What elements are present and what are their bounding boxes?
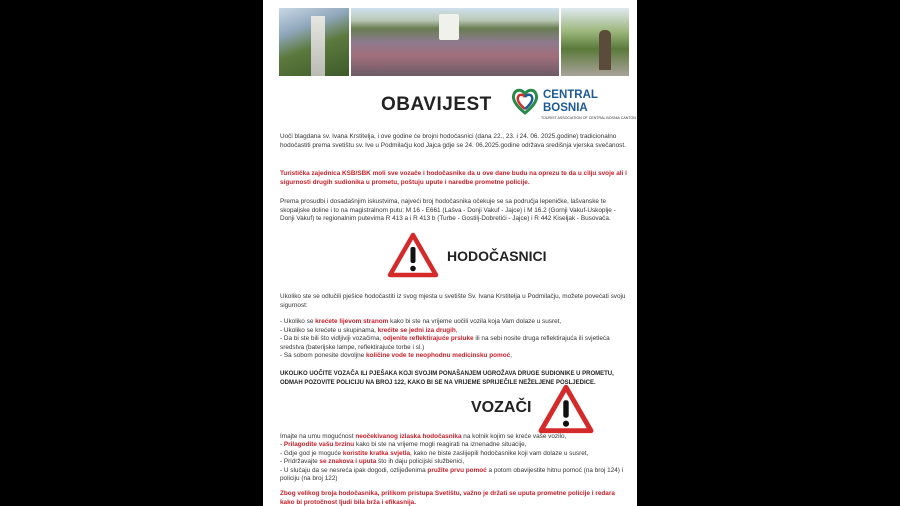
photo-walkers: [561, 8, 629, 76]
pilgrims-safety-list: [280, 318, 630, 361]
list-item: - Da bi ste bili što vidljiviji vozačima, odjenite reflektirajuće prsluke ili na sebi nosite druga reflektirajuća ili svjetleća sredstva (baterijske lampe, reflektirajuće torbe i sl.): [280, 335, 610, 351]
pilgrims-intro: Ukoliko ste se odlučili pješice hodočastiti iz svog mjesta u svetište Sv. Ivana Krstitelja u Podmilačju, možete povećati svoju sigurnost:: [280, 293, 626, 309]
list-item: - Pridržavajte se znakova i uputa što ih daju policijski službenici,: [280, 458, 465, 466]
police-caps-notice: UKOLIKO UOČITE VOZAČA ILI PJEŠAKA KOJI SVOJIM PONAŠANJEM UGROŽAVA DRUGE SUDIONIKE U PROMETU, ODMAH POZOVITE POLICIJU NA BROJ 122, KAKO BI SE NA VRIJEME SPRIJEČILE NEŽELJENE POSLJEDICE.: [280, 371, 614, 386]
drivers-safety-list: [280, 441, 630, 484]
header-photo-banner: [279, 8, 629, 76]
section-heading-pilgrims: HODOČASNICI: [447, 248, 547, 264]
list-item: - Ukoliko se krećete u skupinama, krećite se jedni iza drugih,: [280, 326, 458, 334]
list-item: - Sa sobom ponesite dovoljne količine vode te neophodnu medicinsku pomoć,: [280, 352, 512, 360]
heart-logo-icon: [511, 87, 539, 115]
warning-triangle-icon: [537, 384, 595, 434]
closing-paragraph: Zbog velikog broja hodočasnika, prilikom pristupa Svetištu, važno je držati se uputa prometne policije i redara kako bi protočnost ljudi bila brža i efikasnija.: [280, 490, 615, 506]
logo-text-line2: BOSNIA: [543, 102, 588, 114]
route-paragraph: Prema prosudbi i dosadašnjim iskustvima, najveći broj hodočasnika očekuje se sa područja lepeničke, lašvanske te skopaljske doline i to na magistralnom putu: M 16 - E661 (Lašva - Donji Vakuf - Jajce) i M 16.2 (Gornji Vakuf-Uskoplje - Donji Vakuf) te regionalnim putevima R 413 a i R 413 b (Turbe - Gostilj-Dobretići - Jajce) i R 442 Kiseljak - Busovača.: [280, 198, 616, 223]
list-item: - Prilagodite vašu brzinu kako bi ste na vrijeme mogli reagirati na iznenadne situacije,: [280, 441, 527, 448]
intro-paragraph: Uoči blagdana sv. Ivana Krstitelja, i ove godine će brojni hodočasnici (dana 22., 23. i 24. 06. 2025.godine) tradicionalno hodočastiti prema svetištu sv. Ive u Podmilačju kod Jajca gdje se 24. 06.2025.godine održava središnja vjerska svečanost.: [280, 133, 626, 149]
photo-monument: [279, 8, 349, 76]
central-bosnia-logo: [509, 86, 636, 122]
notice-document: [263, 0, 637, 506]
section-heading-drivers: VOZAČI: [471, 399, 532, 416]
drivers-intro: Imajte na umu mogućnost neočekivanog izlaska hodočasnika na kolnik kojim se kreće vaše vozilo,: [280, 433, 567, 440]
list-item: - Gdje god je moguće koristite kratka svjetla, kako ne biste zaslijepili hodočasnike koji vam dolaze u susret,: [280, 449, 589, 457]
logo-text-line1: CENTRAL: [543, 89, 598, 101]
list-item: - Ukoliko se krećete lijevom stranom kako bi ste na vrijeme uočili vozila koja Vam dolaze u susret,: [280, 318, 562, 325]
document-title: OBAVIJEST: [381, 94, 492, 115]
list-item: - U slučaju da se nesreća ipak dogodi, ozlijeđenima pružite prvu pomoć a potom obavijestite hitnu pomoć (na broj 124) i policiju (na broj 122): [280, 466, 624, 483]
logo-subtitle: TOURIST ASSOCIATION OF CENTRAL BOSNIA CANTON: [541, 116, 636, 120]
warning-triangle-icon: [387, 232, 439, 278]
photo-crowd: [351, 8, 559, 76]
appeal-paragraph: Turistička zajednica KSB/SBK moli sve vozače i hodočasnike da u ove dane budu na oprezu te da u cilju svoje ali i sigurnosti drugih sudionika u prometu, poštuju upute i naredbe prometne policije.: [280, 170, 627, 186]
